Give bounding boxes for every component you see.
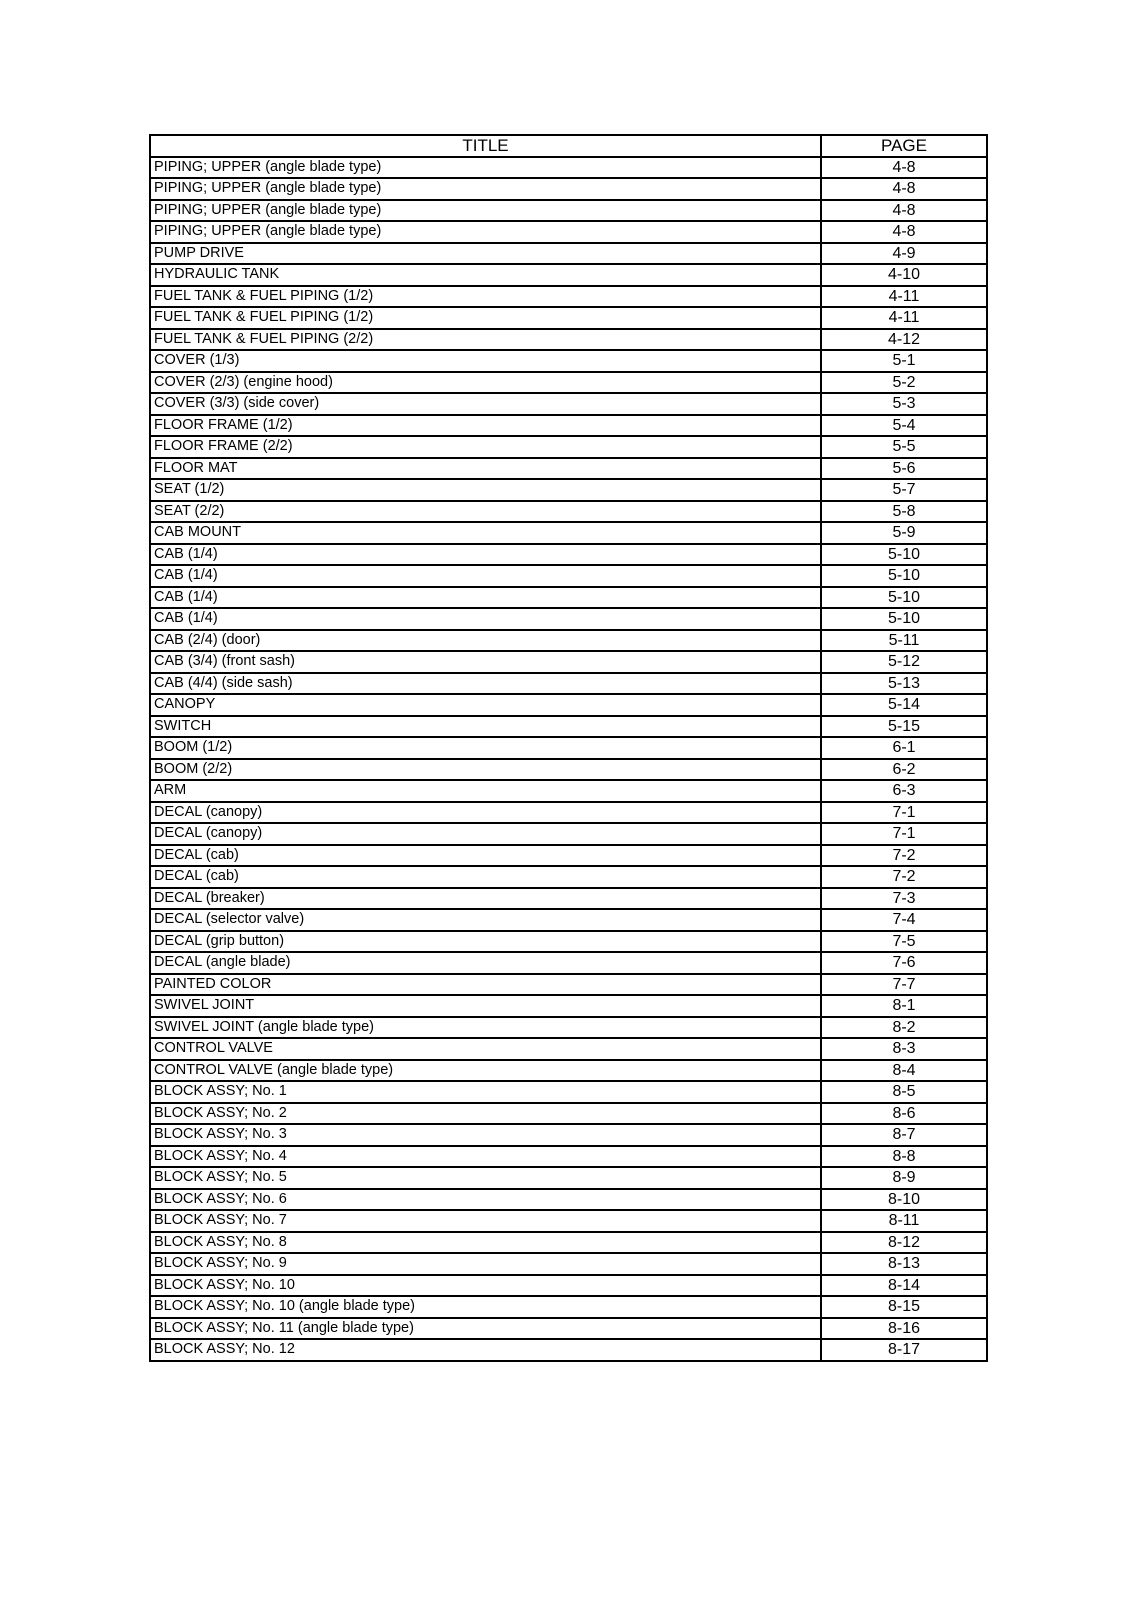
table-row	[150, 1296, 987, 1318]
row-title: ARM	[150, 780, 821, 802]
row-page: 7-4	[821, 909, 987, 931]
row-title: FLOOR FRAME (1/2)	[150, 415, 821, 437]
row-page: 8-12	[821, 1232, 987, 1254]
table-row	[150, 780, 987, 802]
table-row	[150, 415, 987, 437]
table-row	[150, 1232, 987, 1254]
row-page: 5-4	[821, 415, 987, 437]
header-row	[150, 135, 987, 157]
row-page: 8-4	[821, 1060, 987, 1082]
row-page: 5-9	[821, 522, 987, 544]
table-row	[150, 544, 987, 566]
row-page: 7-6	[821, 952, 987, 974]
row-title: DECAL (selector valve)	[150, 909, 821, 931]
row-page: 5-10	[821, 587, 987, 609]
table-row	[150, 630, 987, 652]
row-page: 5-7	[821, 479, 987, 501]
row-title: DECAL (cab)	[150, 845, 821, 867]
row-page: 6-2	[821, 759, 987, 781]
table-row	[150, 436, 987, 458]
row-title: SWITCH	[150, 716, 821, 738]
row-page: 7-2	[821, 845, 987, 867]
row-page: 5-2	[821, 372, 987, 394]
table-row	[150, 221, 987, 243]
row-title: PIPING; UPPER (angle blade type)	[150, 221, 821, 243]
row-title: BLOCK ASSY; No. 2	[150, 1103, 821, 1125]
table-row	[150, 157, 987, 179]
row-title: BLOCK ASSY; No. 7	[150, 1210, 821, 1232]
row-title: BLOCK ASSY; No. 9	[150, 1253, 821, 1275]
row-title: CAB (1/4)	[150, 587, 821, 609]
row-title: DECAL (angle blade)	[150, 952, 821, 974]
table-row	[150, 1189, 987, 1211]
row-page: 8-17	[821, 1339, 987, 1361]
row-page: 5-11	[821, 630, 987, 652]
table-row	[150, 1210, 987, 1232]
row-title: BOOM (1/2)	[150, 737, 821, 759]
row-page: 8-15	[821, 1296, 987, 1318]
row-title: BLOCK ASSY; No. 8	[150, 1232, 821, 1254]
table-row	[150, 1146, 987, 1168]
table-row	[150, 931, 987, 953]
table-body	[150, 157, 987, 1361]
table-row	[150, 501, 987, 523]
row-title: BOOM (2/2)	[150, 759, 821, 781]
row-title: SEAT (1/2)	[150, 479, 821, 501]
row-page: 5-10	[821, 544, 987, 566]
row-page: 4-12	[821, 329, 987, 351]
row-page: 8-13	[821, 1253, 987, 1275]
row-page: 5-8	[821, 501, 987, 523]
table-row	[150, 200, 987, 222]
row-title: CONTROL VALVE (angle blade type)	[150, 1060, 821, 1082]
row-title: DECAL (grip button)	[150, 931, 821, 953]
title-column-header: TITLE	[150, 135, 821, 157]
table-row	[150, 393, 987, 415]
row-page: 8-1	[821, 995, 987, 1017]
table-row	[150, 1124, 987, 1146]
row-title: FLOOR FRAME (2/2)	[150, 436, 821, 458]
row-page: 8-14	[821, 1275, 987, 1297]
row-page: 8-2	[821, 1017, 987, 1039]
row-title: FUEL TANK & FUEL PIPING (1/2)	[150, 307, 821, 329]
table-row	[150, 479, 987, 501]
table-row	[150, 845, 987, 867]
table-row	[150, 307, 987, 329]
table-row	[150, 694, 987, 716]
row-page: 8-3	[821, 1038, 987, 1060]
row-title: BLOCK ASSY; No. 5	[150, 1167, 821, 1189]
table-row	[150, 1060, 987, 1082]
table-row	[150, 1318, 987, 1340]
row-page: 4-8	[821, 178, 987, 200]
row-title: DECAL (breaker)	[150, 888, 821, 910]
row-title: BLOCK ASSY; No. 4	[150, 1146, 821, 1168]
table-row	[150, 909, 987, 931]
row-page: 5-3	[821, 393, 987, 415]
row-page: 7-3	[821, 888, 987, 910]
row-page: 5-5	[821, 436, 987, 458]
row-title: SEAT (2/2)	[150, 501, 821, 523]
row-page: 6-1	[821, 737, 987, 759]
row-title: COVER (3/3) (side cover)	[150, 393, 821, 415]
row-page: 8-7	[821, 1124, 987, 1146]
table-row	[150, 888, 987, 910]
row-title: CAB (4/4) (side sash)	[150, 673, 821, 695]
table-row	[150, 329, 987, 351]
table-row	[150, 866, 987, 888]
row-page: 5-10	[821, 608, 987, 630]
row-page: 8-10	[821, 1189, 987, 1211]
row-title: BLOCK ASSY; No. 10 (angle blade type)	[150, 1296, 821, 1318]
row-title: FUEL TANK & FUEL PIPING (2/2)	[150, 329, 821, 351]
row-title: PIPING; UPPER (angle blade type)	[150, 178, 821, 200]
row-page: 4-10	[821, 264, 987, 286]
row-title: SWIVEL JOINT	[150, 995, 821, 1017]
row-title: CAB (3/4) (front sash)	[150, 651, 821, 673]
row-title: PUMP DRIVE	[150, 243, 821, 265]
row-title: BLOCK ASSY; No. 10	[150, 1275, 821, 1297]
row-title: DECAL (canopy)	[150, 823, 821, 845]
row-page: 6-3	[821, 780, 987, 802]
row-page: 7-2	[821, 866, 987, 888]
row-page: 4-9	[821, 243, 987, 265]
row-page: 4-8	[821, 200, 987, 222]
table-row	[150, 608, 987, 630]
row-title: CAB (2/4) (door)	[150, 630, 821, 652]
row-title: DECAL (canopy)	[150, 802, 821, 824]
row-page: 8-8	[821, 1146, 987, 1168]
row-title: BLOCK ASSY; No. 3	[150, 1124, 821, 1146]
row-title: BLOCK ASSY; No. 11 (angle blade type)	[150, 1318, 821, 1340]
row-page: 5-1	[821, 350, 987, 372]
row-page: 5-6	[821, 458, 987, 480]
table-row	[150, 1275, 987, 1297]
row-page: 4-11	[821, 286, 987, 308]
table-row	[150, 350, 987, 372]
table-row	[150, 587, 987, 609]
row-page: 7-1	[821, 823, 987, 845]
table-row	[150, 264, 987, 286]
table-row	[150, 286, 987, 308]
table-row	[150, 737, 987, 759]
row-page: 7-7	[821, 974, 987, 996]
row-title: FLOOR MAT	[150, 458, 821, 480]
table-row	[150, 372, 987, 394]
row-page: 8-5	[821, 1081, 987, 1103]
row-page: 7-1	[821, 802, 987, 824]
row-page: 8-9	[821, 1167, 987, 1189]
table-row	[150, 651, 987, 673]
table-row	[150, 1167, 987, 1189]
row-page: 5-10	[821, 565, 987, 587]
row-page: 8-16	[821, 1318, 987, 1340]
row-page: 5-13	[821, 673, 987, 695]
row-title: CONTROL VALVE	[150, 1038, 821, 1060]
table-row	[150, 565, 987, 587]
table-row	[150, 952, 987, 974]
table-row	[150, 995, 987, 1017]
table-row	[150, 716, 987, 738]
row-title: FUEL TANK & FUEL PIPING (1/2)	[150, 286, 821, 308]
table-row	[150, 673, 987, 695]
row-title: CAB (1/4)	[150, 565, 821, 587]
row-page: 4-11	[821, 307, 987, 329]
row-title: SWIVEL JOINT (angle blade type)	[150, 1017, 821, 1039]
table-row	[150, 823, 987, 845]
table-row	[150, 178, 987, 200]
row-title: HYDRAULIC TANK	[150, 264, 821, 286]
row-page: 8-11	[821, 1210, 987, 1232]
row-title: DECAL (cab)	[150, 866, 821, 888]
row-title: BLOCK ASSY; No. 12	[150, 1339, 821, 1361]
row-page: 5-14	[821, 694, 987, 716]
page-column-header: PAGE	[821, 135, 987, 157]
table-row	[150, 1103, 987, 1125]
table-row	[150, 1038, 987, 1060]
table-row	[150, 759, 987, 781]
row-title: PAINTED COLOR	[150, 974, 821, 996]
row-title: PIPING; UPPER (angle blade type)	[150, 200, 821, 222]
table-row	[150, 458, 987, 480]
row-title: COVER (2/3) (engine hood)	[150, 372, 821, 394]
row-title: CAB MOUNT	[150, 522, 821, 544]
row-title: CAB (1/4)	[150, 544, 821, 566]
table-header	[150, 135, 987, 157]
row-page: 7-5	[821, 931, 987, 953]
row-page: 8-6	[821, 1103, 987, 1125]
table-row	[150, 522, 987, 544]
row-title: CANOPY	[150, 694, 821, 716]
toc-table	[149, 134, 988, 1362]
table-row	[150, 1081, 987, 1103]
table-row	[150, 1017, 987, 1039]
table-row	[150, 974, 987, 996]
row-page: 5-15	[821, 716, 987, 738]
row-page: 4-8	[821, 157, 987, 179]
row-title: CAB (1/4)	[150, 608, 821, 630]
row-title: PIPING; UPPER (angle blade type)	[150, 157, 821, 179]
row-title: BLOCK ASSY; No. 6	[150, 1189, 821, 1211]
row-page: 4-8	[821, 221, 987, 243]
row-page: 5-12	[821, 651, 987, 673]
row-title: BLOCK ASSY; No. 1	[150, 1081, 821, 1103]
table-row	[150, 1253, 987, 1275]
table-row	[150, 802, 987, 824]
table-row	[150, 243, 987, 265]
row-title: COVER (1/3)	[150, 350, 821, 372]
table-row	[150, 1339, 987, 1361]
